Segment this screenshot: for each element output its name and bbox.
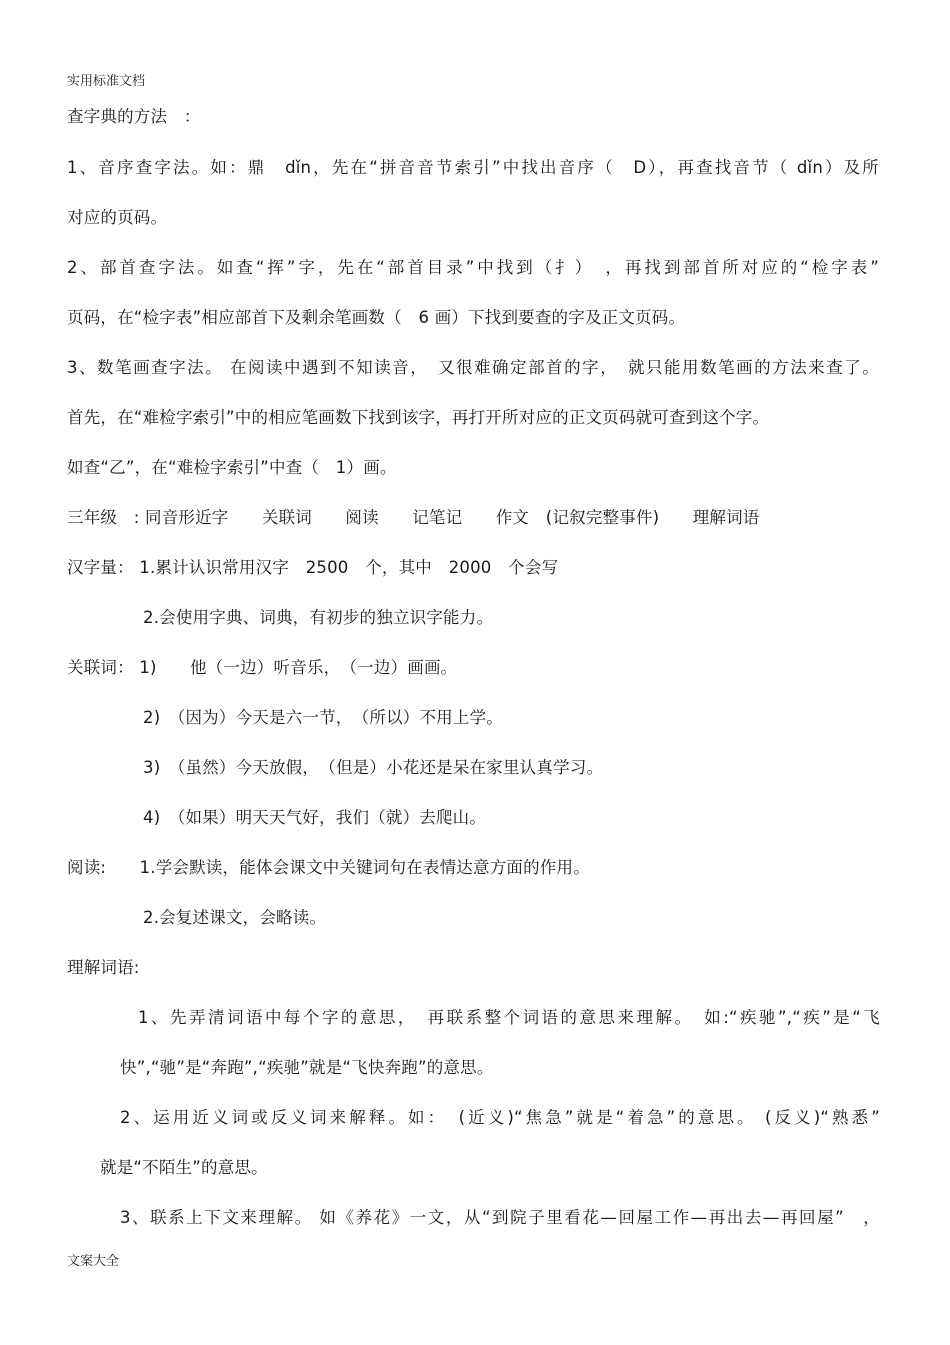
conjunction-1: 关联词： 1) 他（一边）听音乐， （一边）画画。 [67,658,458,677]
understanding-3-line-1: 3、联系上下文来理解。 如《养花》一文，从“到院子里看花—回屋工作—再出去—再回屋” ， [120,1208,880,1227]
understanding-2-line-2: 就是“不陌生”的意思。 [100,1158,268,1177]
method-3-line-2: 首先，在“难检字索引”中的相应笔画数下找到该字，再打开所对应的正文页码就可查到这个字。 [67,408,770,427]
character-count-2: 2.会使用字典、词典，有初步的独立识字能力。 [143,608,494,627]
conjunction-3: 3) （虽然）今天放假， （但是）小花还是呆在家里认真学习。 [143,758,604,777]
method-2-line-2: 页码，在“检字表”相应部首下及剩余笔画数（ 6 画）下找到要查的字及正文页码。 [67,308,686,327]
conjunction-4: 4) （如果）明天天气好，我们（就）去爬山。 [143,808,487,827]
grade-three-topics: 三年级 : 同音形近字 关联词 阅读 记笔记 作文 (记叙完整事件) 理解词语 [67,508,760,527]
page-footer: 文案大全 [67,1254,120,1269]
understanding-words-heading: 理解词语: [67,958,140,977]
reading-1: 阅读: 1.学会默读，能体会课文中关键词句在表情达意方面的作用。 [67,858,590,877]
method-3-example: 如查“乙”，在“难检字索引”中查（ 1）画。 [67,458,397,477]
understanding-1-line-2: 快”,“驰”是“奔跑”,“疾驰”就是“飞快奔跑”的意思。 [120,1058,494,1077]
understanding-2-line-1: 2、运用近义词或反义词来解释。如： (近义)“焦急”就是“着急”的意思。 (反义)“熟悉” [120,1108,880,1127]
character-count-1: 汉字量： 1.累计认识常用汉字 2500 个，其中 2000 个会写 [67,558,559,577]
reading-2: 2.会复述课文，会略读。 [143,908,327,927]
method-1-line-1: 1、音序查字法。如：鼎 dǐn，先在“拼音音节索引”中找出音序（ D），再查找音节（ dǐn）及所 [67,158,879,177]
page-header: 实用标准文档 [67,74,146,89]
method-2-line-1: 2、部首查字法。如查“挥”字，先在“部首目录”中找到（扌） ，再找到部首所对应的“检字表” [67,258,879,277]
heading-dictionary-methods: 查字典的方法 ： [67,107,201,126]
method-3-line-1: 3、数笔画查字法。 在阅读中遇到不知读音， 又很难确定部首的字， 就只能用数笔画的方法来查了。 [67,358,879,377]
method-1-line-2: 对应的页码。 [67,208,168,227]
understanding-1-line-1: 1、先弄清词语中每个字的意思， 再联系整个词语的意思来理解。 如:“疾驰”,“疾”是“飞 [138,1008,880,1027]
conjunction-2: 2) （因为）今天是六一节， （所以）不用上学。 [143,708,503,727]
